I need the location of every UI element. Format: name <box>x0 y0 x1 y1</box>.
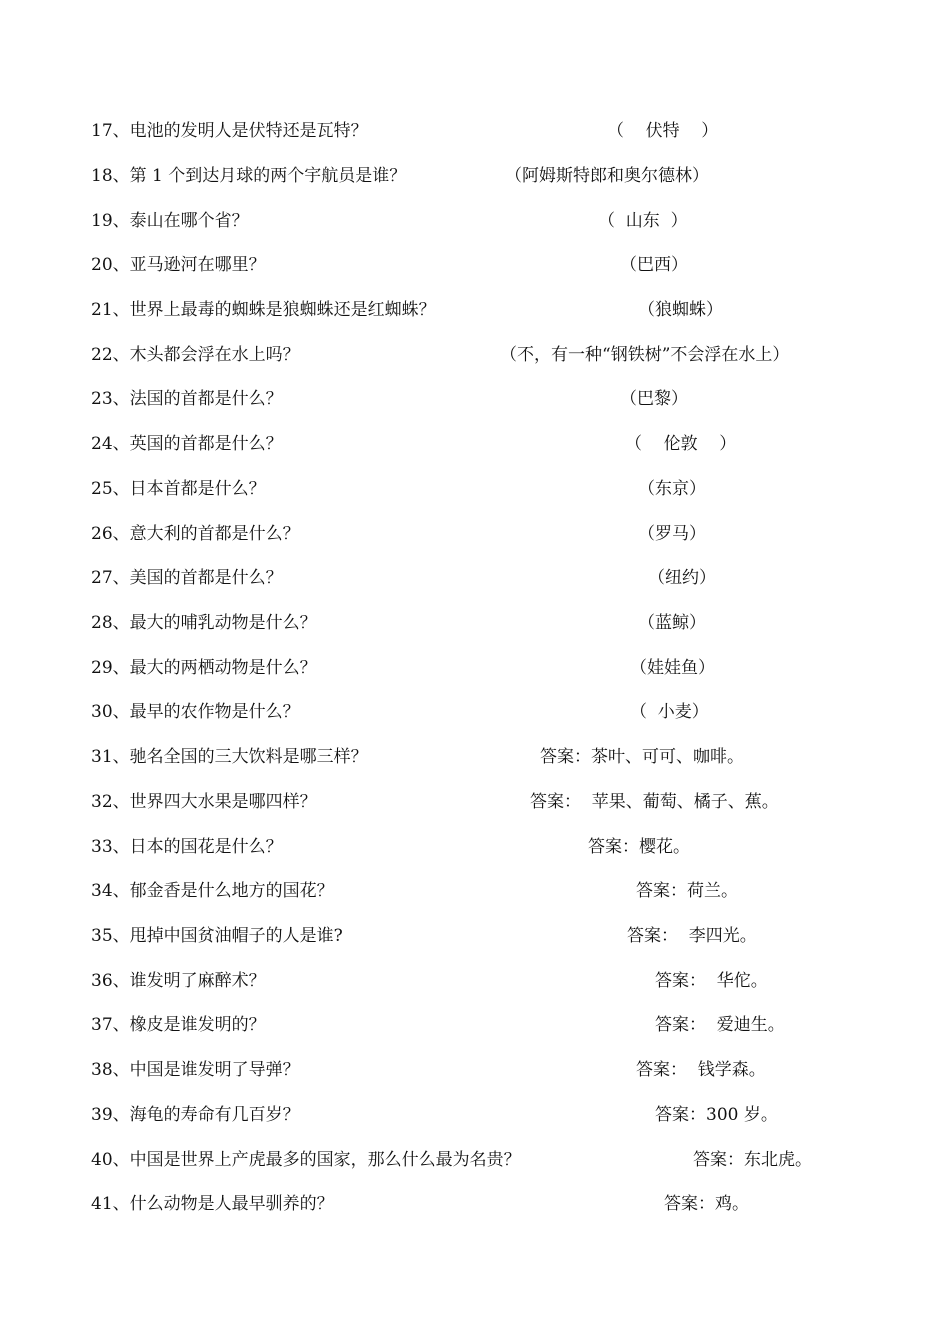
qa-row <box>0 340 950 370</box>
question-text: 21、世界上最毒的蜘蛛是狼蜘蛛还是红蜘蛛？ <box>91 300 436 320</box>
qa-row <box>0 1189 950 1219</box>
answer-text: 答案： 钱学森。 <box>636 1060 766 1080</box>
qa-row <box>0 966 950 996</box>
question-text: 39、海龟的寿命有几百岁？ <box>91 1105 300 1125</box>
answer-text: 答案： 爱迪生。 <box>655 1015 785 1035</box>
question-text: 33、日本的国花是什么？ <box>91 837 283 857</box>
question-text: 22、木头都会浮在水上吗？ <box>91 345 300 365</box>
answer-text: 答案： 华佗。 <box>655 971 768 991</box>
answer-text: （不，有一种“钢铁树”不会浮在水上） <box>500 345 790 365</box>
answer-text: 答案： 李四光。 <box>627 926 757 946</box>
qa-row <box>0 519 950 549</box>
answer-text: 答案： 苹果、葡萄、橘子、蕉。 <box>530 792 779 812</box>
qa-row <box>0 876 950 906</box>
qa-row <box>0 1010 950 1040</box>
qa-row <box>0 832 950 862</box>
answer-text: 答案：茶叶、可可、咖啡。 <box>540 747 744 767</box>
question-text: 30、最早的农作物是什么？ <box>91 702 300 722</box>
answer-text: 答案：东北虎。 <box>693 1150 812 1170</box>
question-text: 24、英国的首都是什么？ <box>91 434 283 454</box>
question-text: 36、谁发明了麻醉术？ <box>91 971 266 991</box>
qa-row <box>0 563 950 593</box>
qa-row <box>0 161 950 191</box>
question-text: 19、泰山在哪个省？ <box>91 211 249 231</box>
qa-row <box>0 1100 950 1130</box>
answer-text: （ 伏特 ） <box>607 121 719 141</box>
question-text: 31、驰名全国的三大饮料是哪三样？ <box>91 747 368 767</box>
answer-text: 答案：300 岁。 <box>655 1105 778 1125</box>
answer-text: （阿姆斯特郎和奥尔德林） <box>505 166 709 186</box>
answer-text: 答案：荷兰。 <box>636 881 738 901</box>
answer-text: 答案：樱花。 <box>588 837 690 857</box>
question-text: 34、郁金香是什么地方的国花？ <box>91 881 334 901</box>
answer-text: （纽约） <box>648 568 716 588</box>
qa-row <box>0 653 950 683</box>
qa-row <box>0 787 950 817</box>
question-text: 18、第 1 个到达月球的两个宇航员是谁？ <box>91 166 407 186</box>
question-text: 32、世界四大水果是哪四样？ <box>91 792 317 812</box>
answer-text: （狼蜘蛛） <box>638 300 723 320</box>
answer-text: 答案：鸡。 <box>664 1194 749 1214</box>
qa-row <box>0 384 950 414</box>
qa-row <box>0 116 950 146</box>
question-text: 41、什么动物是人最早驯养的？ <box>91 1194 334 1214</box>
answer-text: （娃娃鱼） <box>630 658 715 678</box>
question-text: 28、最大的哺乳动物是什么？ <box>91 613 317 633</box>
question-text: 20、亚马逊河在哪里？ <box>91 255 266 275</box>
qa-row <box>0 474 950 504</box>
qa-row <box>0 295 950 325</box>
answer-text: （罗马） <box>638 524 706 544</box>
question-text: 40、中国是世界上产虎最多的国家，那么什么最为名贵？ <box>91 1150 521 1170</box>
answer-text: （ 山东 ） <box>598 211 688 231</box>
question-text: 29、最大的两栖动物是什么？ <box>91 658 317 678</box>
qa-row <box>0 697 950 727</box>
qa-row <box>0 206 950 236</box>
answer-text: （ 小麦） <box>630 702 709 722</box>
qa-row <box>0 429 950 459</box>
qa-row <box>0 921 950 951</box>
answer-text: （巴黎） <box>620 389 688 409</box>
qa-row <box>0 1145 950 1175</box>
qa-row <box>0 742 950 772</box>
question-text: 38、中国是谁发明了导弹？ <box>91 1060 300 1080</box>
question-text: 37、橡皮是谁发明的？ <box>91 1015 266 1035</box>
answer-text: （巴西） <box>620 255 688 275</box>
answer-text: （蓝鲸） <box>638 613 706 633</box>
qa-row <box>0 250 950 280</box>
question-text: 27、美国的首都是什么？ <box>91 568 283 588</box>
question-text: 35、甩掉中国贫油帽子的人是谁? <box>91 926 343 946</box>
qa-row <box>0 608 950 638</box>
answer-text: （东京） <box>638 479 706 499</box>
qa-row <box>0 1055 950 1085</box>
question-text: 25、日本首都是什么？ <box>91 479 266 499</box>
question-text: 17、电池的发明人是伏特还是瓦特？ <box>91 121 368 141</box>
question-text: 23、法国的首都是什么？ <box>91 389 283 409</box>
answer-text: （ 伦敦 ） <box>625 434 737 454</box>
question-text: 26、意大利的首都是什么？ <box>91 524 300 544</box>
